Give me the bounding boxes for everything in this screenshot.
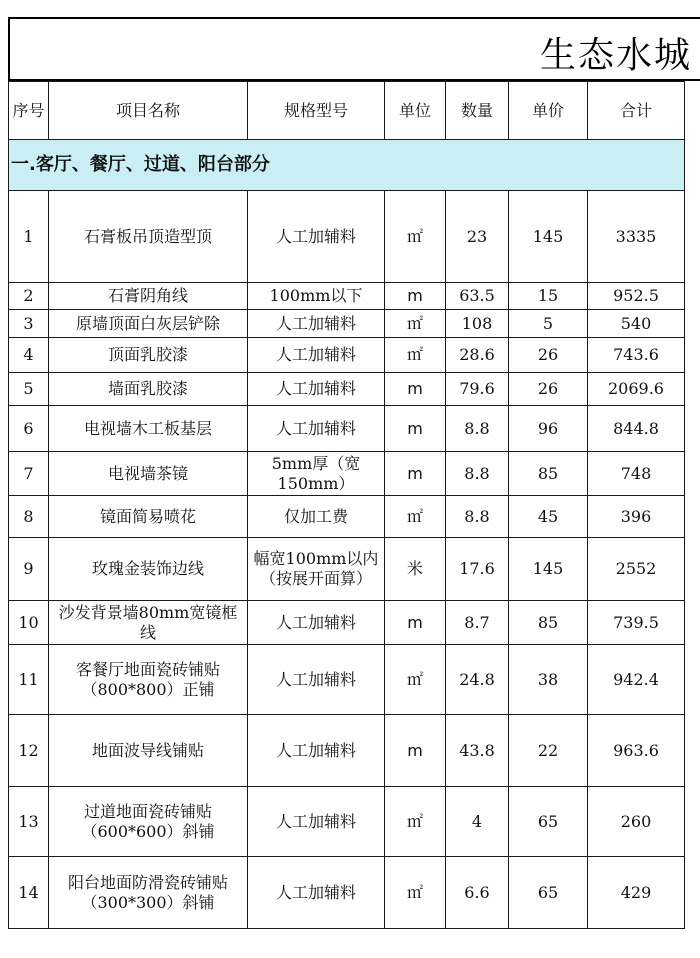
table-row xyxy=(9,601,685,645)
quotation-sheet xyxy=(8,17,700,929)
cell-total: 2552 xyxy=(588,538,685,601)
header-price: 单价 xyxy=(509,82,588,140)
cell-name: 客餐厅地面瓷砖铺贴（800*800）正铺 xyxy=(49,645,248,715)
cell-spec: 人工加辅料 xyxy=(248,191,385,283)
header-unit: 单位 xyxy=(385,82,446,140)
cell-unit: ㎡ xyxy=(385,496,446,538)
cell-spec: 幅宽100mm以内（按展开面算） xyxy=(248,538,385,601)
table-row xyxy=(9,715,685,787)
cell-total: 748 xyxy=(588,452,685,496)
cell-seq: 10 xyxy=(9,601,49,645)
cell-name: 阳台地面防滑瓷砖铺贴（300*300）斜铺 xyxy=(49,857,248,929)
cell-total: 540 xyxy=(588,310,685,338)
cell-unit: m xyxy=(385,406,446,452)
cell-qty: 23 xyxy=(446,191,509,283)
header-spec: 规格型号 xyxy=(248,82,385,140)
cell-spec: 人工加辅料 xyxy=(248,787,385,857)
table-row xyxy=(9,538,685,601)
cell-seq: 5 xyxy=(9,373,49,406)
cell-unit: ㎡ xyxy=(385,191,446,283)
cell-price: 145 xyxy=(509,191,588,283)
cell-spec: 人工加辅料 xyxy=(248,601,385,645)
cell-name: 地面波导线铺贴 xyxy=(49,715,248,787)
cell-seq: 11 xyxy=(9,645,49,715)
table-row xyxy=(9,310,685,338)
cell-unit: ㎡ xyxy=(385,787,446,857)
cell-total: 3335 xyxy=(588,191,685,283)
header-name: 项目名称 xyxy=(49,82,248,140)
cell-unit: ㎡ xyxy=(385,645,446,715)
cell-name: 电视墙木工板基层 xyxy=(49,406,248,452)
cell-qty: 63.5 xyxy=(446,283,509,310)
header-seq: 序号 xyxy=(9,82,49,140)
cell-name: 电视墙茶镜 xyxy=(49,452,248,496)
cell-seq: 8 xyxy=(9,496,49,538)
title-row xyxy=(8,17,700,81)
section-row xyxy=(9,140,685,191)
cell-spec: 人工加辅料 xyxy=(248,857,385,929)
table-row xyxy=(9,283,685,310)
cell-price: 65 xyxy=(509,787,588,857)
table-row xyxy=(9,452,685,496)
cell-seq: 1 xyxy=(9,191,49,283)
cell-price: 45 xyxy=(509,496,588,538)
cell-price: 26 xyxy=(509,338,588,373)
cell-unit: ㎡ xyxy=(385,310,446,338)
cell-unit: m xyxy=(385,601,446,645)
table-row xyxy=(9,645,685,715)
cell-name: 墙面乳胶漆 xyxy=(49,373,248,406)
cell-total: 260 xyxy=(588,787,685,857)
cell-qty: 8.8 xyxy=(446,452,509,496)
cell-total: 844.8 xyxy=(588,406,685,452)
cell-qty: 8.8 xyxy=(446,496,509,538)
header-qty: 数量 xyxy=(446,82,509,140)
cell-unit: m xyxy=(385,452,446,496)
cell-qty: 8.7 xyxy=(446,601,509,645)
cell-name: 镜面简易喷花 xyxy=(49,496,248,538)
cell-price: 5 xyxy=(509,310,588,338)
cell-unit: m xyxy=(385,283,446,310)
quotation-table xyxy=(8,81,685,929)
table-row xyxy=(9,191,685,283)
cell-total: 2069.6 xyxy=(588,373,685,406)
cell-unit: 米 xyxy=(385,538,446,601)
cell-unit: ㎡ xyxy=(385,857,446,929)
cell-total: 429 xyxy=(588,857,685,929)
cell-total: 952.5 xyxy=(588,283,685,310)
cell-total: 963.6 xyxy=(588,715,685,787)
cell-spec: 人工加辅料 xyxy=(248,310,385,338)
cell-unit: ㎡ xyxy=(385,338,446,373)
cell-seq: 13 xyxy=(9,787,49,857)
cell-spec: 人工加辅料 xyxy=(248,715,385,787)
cell-qty: 8.8 xyxy=(446,406,509,452)
cell-name: 过道地面瓷砖铺贴（600*600）斜铺 xyxy=(49,787,248,857)
cell-name: 顶面乳胶漆 xyxy=(49,338,248,373)
cell-name: 原墙顶面白灰层铲除 xyxy=(49,310,248,338)
cell-total: 739.5 xyxy=(588,601,685,645)
sheet-title: 生态水城 xyxy=(539,35,692,76)
cell-qty: 79.6 xyxy=(446,373,509,406)
cell-spec: 仅加工费 xyxy=(248,496,385,538)
cell-qty: 4 xyxy=(446,787,509,857)
cell-seq: 12 xyxy=(9,715,49,787)
cell-seq: 9 xyxy=(9,538,49,601)
cell-spec: 人工加辅料 xyxy=(248,338,385,373)
table-row xyxy=(9,406,685,452)
cell-price: 85 xyxy=(509,601,588,645)
cell-spec: 人工加辅料 xyxy=(248,373,385,406)
cell-unit: m xyxy=(385,715,446,787)
header-total: 合计 xyxy=(588,82,685,140)
table-row xyxy=(9,857,685,929)
table-row xyxy=(9,787,685,857)
cell-seq: 7 xyxy=(9,452,49,496)
cell-price: 22 xyxy=(509,715,588,787)
cell-total: 396 xyxy=(588,496,685,538)
cell-seq: 4 xyxy=(9,338,49,373)
section-title: 一.客厅、餐厅、过道、阳台部分 xyxy=(9,140,685,191)
cell-total: 942.4 xyxy=(588,645,685,715)
cell-name: 石膏板吊顶造型顶 xyxy=(49,191,248,283)
cell-price: 85 xyxy=(509,452,588,496)
cell-seq: 2 xyxy=(9,283,49,310)
cell-price: 38 xyxy=(509,645,588,715)
cell-qty: 43.8 xyxy=(446,715,509,787)
cell-qty: 17.6 xyxy=(446,538,509,601)
cell-spec: 人工加辅料 xyxy=(248,406,385,452)
cell-name: 石膏阴角线 xyxy=(49,283,248,310)
cell-spec: 100mm以下 xyxy=(248,283,385,310)
table-row xyxy=(9,338,685,373)
cell-seq: 6 xyxy=(9,406,49,452)
cell-seq: 14 xyxy=(9,857,49,929)
cell-unit: m xyxy=(385,373,446,406)
cell-qty: 108 xyxy=(446,310,509,338)
cell-price: 65 xyxy=(509,857,588,929)
cell-qty: 6.6 xyxy=(446,857,509,929)
header-row xyxy=(9,82,685,140)
cell-total: 743.6 xyxy=(588,338,685,373)
cell-qty: 28.6 xyxy=(446,338,509,373)
cell-name: 沙发背景墙80mm宽镜框线 xyxy=(49,601,248,645)
cell-qty: 24.8 xyxy=(446,645,509,715)
table-row xyxy=(9,496,685,538)
table-row xyxy=(9,373,685,406)
cell-price: 145 xyxy=(509,538,588,601)
cell-price: 96 xyxy=(509,406,588,452)
cell-price: 26 xyxy=(509,373,588,406)
cell-seq: 3 xyxy=(9,310,49,338)
cell-name: 玫瑰金装饰边线 xyxy=(49,538,248,601)
cell-price: 15 xyxy=(509,283,588,310)
cell-spec: 人工加辅料 xyxy=(248,645,385,715)
cell-spec: 5mm厚（宽150mm） xyxy=(248,452,385,496)
